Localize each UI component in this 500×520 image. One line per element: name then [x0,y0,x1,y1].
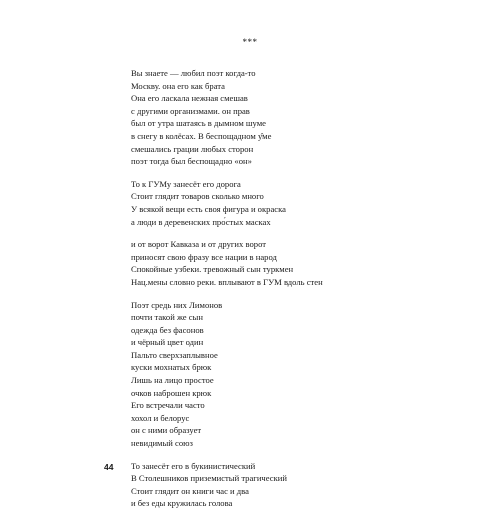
poem-line: был от утра шатаясь в дымном шуме [131,118,266,129]
poem-line: Вы знаете — любил поэт когда-то [131,68,256,78]
poem-line: У всякой вещи есть своя фигура и окраска [131,203,286,214]
poem-line: Пальто сверхзаплывное [131,349,218,360]
poem-line: приносят свою фразу все нации в народ [131,251,277,262]
stanza-1 [131,67,451,168]
poem-line: хохол и белорус [131,412,190,423]
poem-line: Лишь на лицо простое [131,375,214,386]
poem-line: В Столешников приземистый трагический [131,473,287,484]
poem-line: Его встречали часто [131,400,205,411]
poem-line: Стоит глядит товаров сколько много [131,191,264,202]
stanza-3 [131,238,451,288]
poem-line: он с ними образует [131,425,202,436]
poem-line: а люди в деревенских про́стых масках [131,216,271,227]
page-number: 44 [104,462,114,472]
poem-line: почти такой же сын [131,312,203,323]
poem-line: То к ГУМу занесёт его дорога [131,178,241,189]
poem-line: Стоит глядит он книги час и два [131,485,249,496]
poem-line: с другими организмами. он прав [131,105,250,116]
stanza-2 [131,178,451,228]
poem-line: Спокойные узбеки. тревожный сын туркмен [131,264,294,275]
poem-line: и от ворот Кавказа и от других ворот [131,239,267,250]
poem-line: и без еды кружилась голова [131,498,233,509]
poem-line: куски мохнатых брюк [131,362,212,373]
poem-line: поэт тогда был беспощадно «он» [131,156,252,167]
poem-line: То занесёт его в букинистический [131,460,256,471]
poem-line: одежда без фасонов [131,324,204,335]
poem-line: в снегу в колёсах. В беспощадном у̂ме [131,130,272,141]
poem-line: Она его ласкала нежная смешав [131,93,248,104]
poem-line: смешались грации любых сторон [131,143,254,154]
poem-line: Поэт средь них Лимонов [131,299,223,310]
poem-line: очков наброшен крюк [131,387,212,398]
poem-line: Нац.мены словно реки. вплывают в ГУМ вдоль стен [131,276,323,287]
poem-line: и чёрный цвет один [131,337,204,348]
stanza-4 [131,299,451,450]
poem-line: невидимый союз [131,438,193,449]
stanza-5 [131,460,451,510]
poem-line: Москву. она его как брата [131,80,225,91]
section-ornament: *** [242,37,258,47]
poem-body [131,67,451,520]
